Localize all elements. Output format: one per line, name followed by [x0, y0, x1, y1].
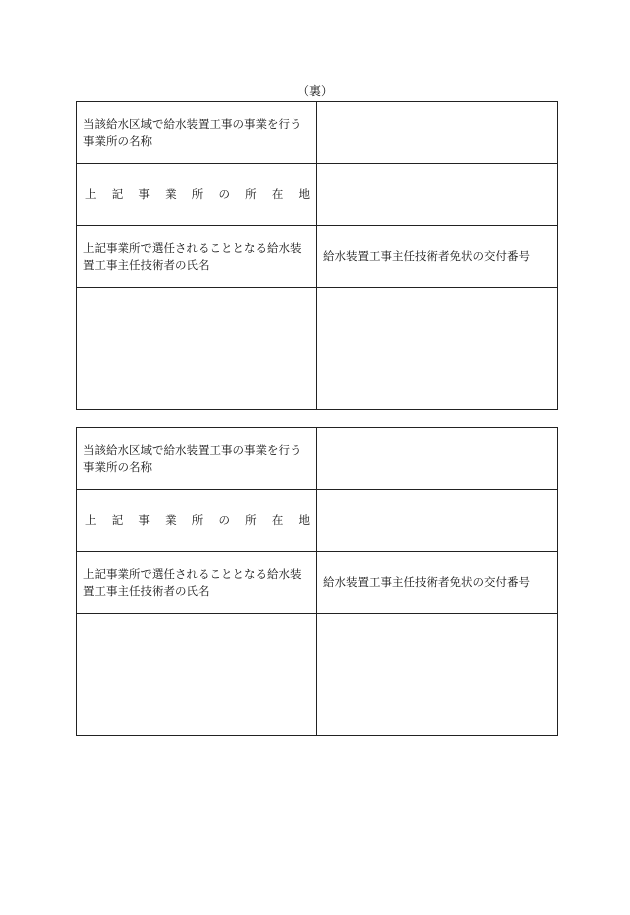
office-address-label-char: 地 — [298, 187, 310, 201]
office-address-label-char: 所 — [191, 187, 204, 201]
chief-engineer-label: 上記事業所で選任されることとなる給水装置工事主任技術者の氏名 — [83, 240, 302, 272]
license-number-value-cell[interactable] — [317, 288, 558, 410]
license-number-label: 給水装置工事主任技術者免状の交付番号 — [323, 575, 530, 589]
office-address-label-char: 所 — [245, 187, 257, 201]
office-form-table-2 — [76, 427, 558, 736]
office-address-label-char: 所 — [191, 513, 204, 527]
office-address-label-char: 事 — [138, 513, 150, 527]
office-address-value-cell[interactable] — [317, 490, 558, 552]
office-address-label-char: の — [218, 187, 230, 201]
office-name-row — [77, 428, 558, 490]
office-address-label-char: 在 — [271, 513, 284, 527]
office-address-label-char: 業 — [165, 513, 177, 527]
office-address-label-char: 記 — [111, 513, 124, 527]
license-number-label-cell — [317, 226, 558, 288]
office-address-label-cell — [77, 490, 317, 552]
office-address-value-cell[interactable] — [317, 164, 558, 226]
page-heading: （裏） — [296, 84, 333, 98]
office-address-label-char: 在 — [271, 187, 284, 201]
chief-engineer-label: 上記事業所で選任されることとなる給水装置工事主任技術者の氏名 — [83, 566, 302, 598]
engineer-value-row — [77, 614, 558, 736]
office-address-label — [77, 186, 316, 203]
office-form-table-1 — [76, 101, 558, 410]
office-address-label-char: 所 — [245, 513, 257, 527]
office-address-label-char: の — [218, 513, 230, 527]
engineer-value-row — [77, 288, 558, 410]
office-name-label-cell — [77, 428, 317, 490]
chief-engineer-label-cell — [77, 552, 317, 614]
office-name-row — [77, 102, 558, 164]
office-address-label — [77, 512, 316, 529]
office-name-label: 当該給水区域で給水装置工事の事業を行う事業所の名称 — [83, 116, 302, 148]
office-address-label-char: 事 — [138, 187, 150, 201]
license-number-value-cell[interactable] — [317, 614, 558, 736]
office-name-label-cell — [77, 102, 317, 164]
office-address-label-char: 記 — [111, 187, 124, 201]
license-number-label-cell — [317, 552, 558, 614]
office-address-label-char: 業 — [165, 187, 177, 201]
office-address-label-char: 上 — [85, 513, 97, 527]
chief-engineer-label-cell — [77, 226, 317, 288]
office-name-value-cell[interactable] — [317, 428, 558, 490]
office-address-label-cell — [77, 164, 317, 226]
office-name-value-cell[interactable] — [317, 102, 558, 164]
office-address-label-char: 地 — [298, 513, 310, 527]
chief-engineer-value-cell[interactable] — [77, 614, 317, 736]
engineer-header-row — [77, 226, 558, 288]
office-address-row — [77, 490, 558, 552]
office-address-row — [77, 164, 558, 226]
engineer-header-row — [77, 552, 558, 614]
license-number-label: 給水装置工事主任技術者免状の交付番号 — [323, 249, 530, 263]
chief-engineer-value-cell[interactable] — [77, 288, 317, 410]
office-name-label: 当該給水区域で給水装置工事の事業を行う事業所の名称 — [83, 442, 302, 474]
office-address-label-char: 上 — [85, 187, 97, 201]
